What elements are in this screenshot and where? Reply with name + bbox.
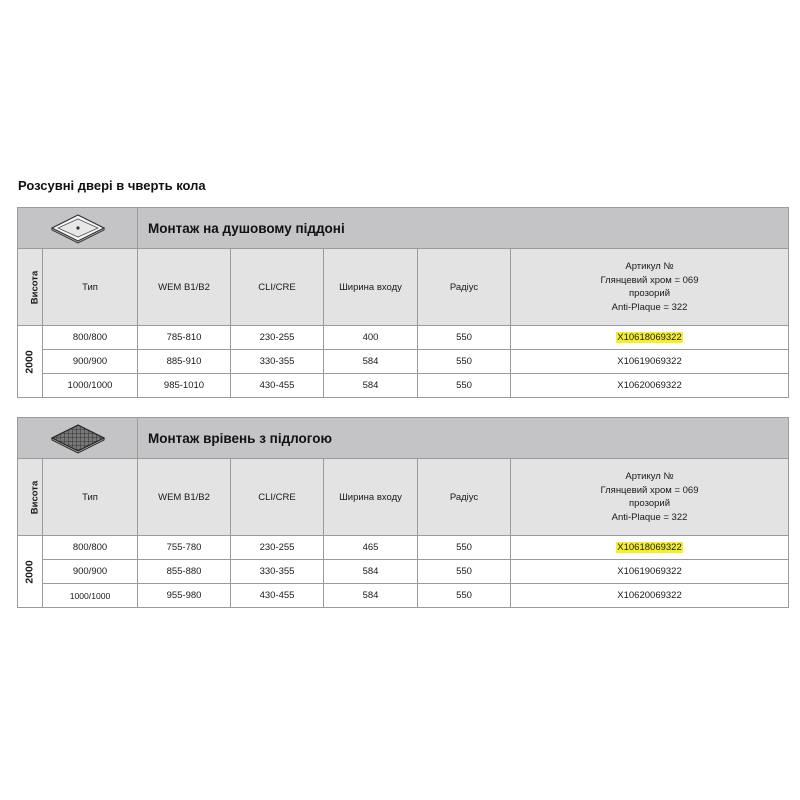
height-value: 2000 bbox=[18, 536, 43, 608]
cli-cell: 230-255 bbox=[231, 326, 324, 350]
table-row bbox=[18, 350, 789, 374]
cli-cell: 230-255 bbox=[231, 536, 324, 560]
radius-header: Радіус bbox=[418, 249, 511, 326]
cli-cell: 430-455 bbox=[231, 584, 324, 608]
type-cell: 800/800 bbox=[43, 326, 138, 350]
article-cell: X10619069322 bbox=[511, 350, 789, 374]
radius-cell: 550 bbox=[418, 350, 511, 374]
table-row bbox=[18, 374, 789, 398]
article-cell bbox=[511, 536, 789, 560]
radius-cell: 550 bbox=[418, 374, 511, 398]
width-cell: 584 bbox=[324, 560, 418, 584]
width-cell: 400 bbox=[324, 326, 418, 350]
type-cell: 1000/1000 bbox=[43, 584, 138, 608]
cli-cell: 330-355 bbox=[231, 560, 324, 584]
highlighted-article: X10618069322 bbox=[617, 332, 682, 343]
height-value: 2000 bbox=[18, 326, 43, 398]
type-header: Тип bbox=[43, 249, 138, 326]
spec-table-tray bbox=[17, 207, 789, 398]
section-title-row bbox=[18, 208, 789, 249]
width-header: Ширина входу bbox=[324, 249, 418, 326]
wem-header: WEM B1/B2 bbox=[138, 249, 231, 326]
section-title: Монтаж врівень з підлогою bbox=[138, 418, 789, 459]
spec-table-floor bbox=[17, 417, 789, 608]
article-cell: X10620069322 bbox=[511, 584, 789, 608]
wem-cell: 855-880 bbox=[138, 560, 231, 584]
cli-cell: 430-455 bbox=[231, 374, 324, 398]
cli-header: CLI/CRE bbox=[231, 249, 324, 326]
width-header: Ширина входу bbox=[324, 459, 418, 536]
section-title-row bbox=[18, 418, 789, 459]
cli-cell: 330-355 bbox=[231, 350, 324, 374]
type-cell: 800/800 bbox=[43, 536, 138, 560]
table-row bbox=[18, 584, 789, 608]
type-cell: 900/900 bbox=[43, 350, 138, 374]
article-header: Артикул № Глянцевий хром = 069 прозорий Anti-Plaque = 322 bbox=[511, 249, 789, 326]
table-row bbox=[18, 560, 789, 584]
radius-cell: 550 bbox=[418, 326, 511, 350]
radius-cell: 550 bbox=[418, 560, 511, 584]
page-title: Розсувні двері в чверть кола bbox=[18, 178, 206, 193]
wem-cell: 885-910 bbox=[138, 350, 231, 374]
width-cell: 584 bbox=[324, 350, 418, 374]
header-row bbox=[18, 249, 789, 326]
type-header: Тип bbox=[43, 459, 138, 536]
tiled-floor-icon bbox=[18, 418, 138, 459]
header-row bbox=[18, 459, 789, 536]
radius-cell: 550 bbox=[418, 536, 511, 560]
radius-header: Радіус bbox=[418, 459, 511, 536]
table-row bbox=[18, 536, 789, 560]
article-header: Артикул № Глянцевий хром = 069 прозорий Anti-Plaque = 322 bbox=[511, 459, 789, 536]
table-row bbox=[18, 326, 789, 350]
height-header: Висота bbox=[18, 249, 43, 326]
cli-header: CLI/CRE bbox=[231, 459, 324, 536]
radius-cell: 550 bbox=[418, 584, 511, 608]
height-header: Висота bbox=[18, 459, 43, 536]
type-cell: 900/900 bbox=[43, 560, 138, 584]
width-cell: 465 bbox=[324, 536, 418, 560]
wem-cell: 755-780 bbox=[138, 536, 231, 560]
wem-header: WEM B1/B2 bbox=[138, 459, 231, 536]
wem-cell: 785-810 bbox=[138, 326, 231, 350]
highlighted-article: X10618069322 bbox=[617, 542, 682, 553]
width-cell: 584 bbox=[324, 584, 418, 608]
type-cell: 1000/1000 bbox=[43, 374, 138, 398]
width-cell: 584 bbox=[324, 374, 418, 398]
wem-cell: 985-1010 bbox=[138, 374, 231, 398]
section-title: Монтаж на душовому піддоні bbox=[138, 208, 789, 249]
article-cell bbox=[511, 326, 789, 350]
article-cell: X10620069322 bbox=[511, 374, 789, 398]
shower-tray-icon bbox=[18, 208, 138, 249]
article-cell: X10619069322 bbox=[511, 560, 789, 584]
wem-cell: 955-980 bbox=[138, 584, 231, 608]
